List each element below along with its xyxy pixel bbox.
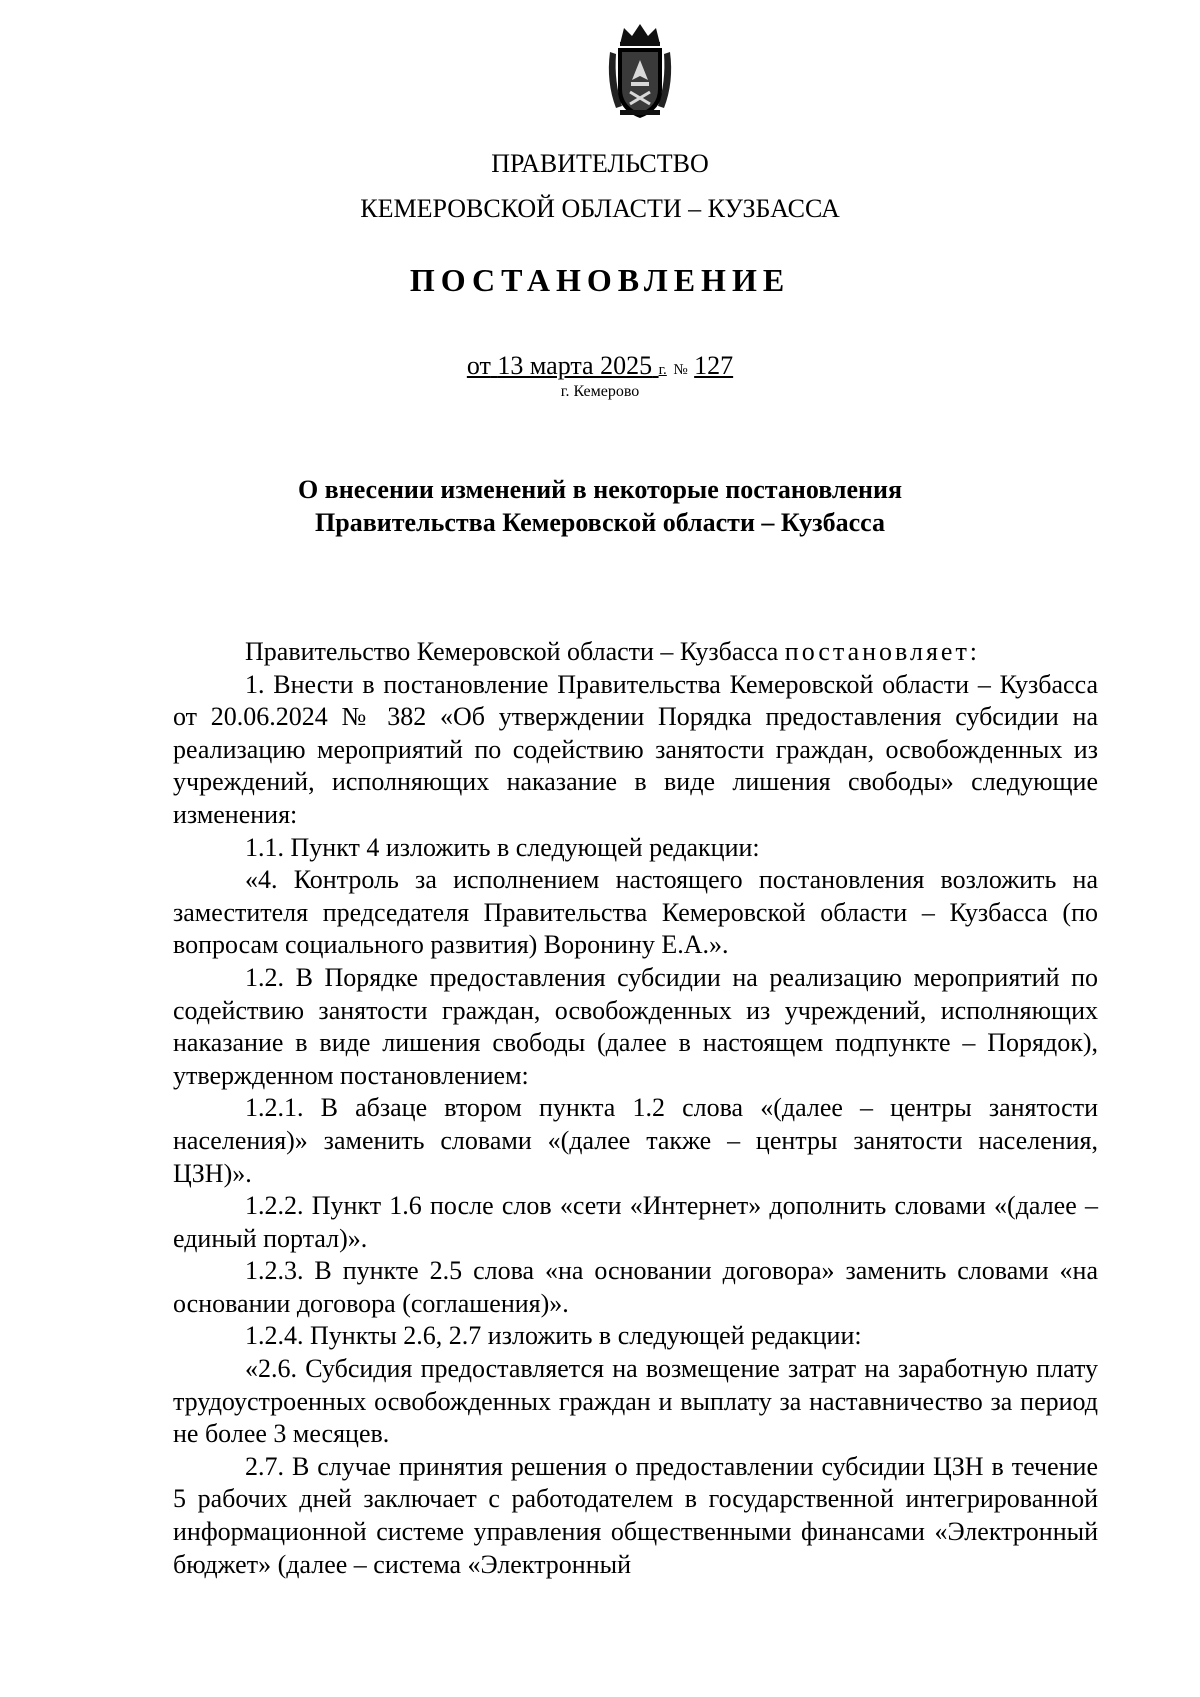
paragraph-2-6: «2.6. Субсидия предоставляется на возмещение затрат на заработную плату трудоустроенных освобожденных граждан и выплату за наставничество за период не более 3 месяцев. [173,1354,1098,1449]
paragraph-1-2-2: 1.2.2. Пункт 1.6 после слов «сети «Интернет» дополнить словами «(далее – единый портал)». [173,1191,1098,1253]
title-line2: Правительства Кемеровской области – Кузбасса [315,508,885,537]
paragraph-1-2-3: 1.2.3. В пункте 2.5 слова «на основании договора» заменить словами «на основании договора (соглашения)». [173,1256,1098,1318]
paragraph-1: 1. Внести в постановление Правительства Кемеровской области – Кузбасса от 20.06.2024 № 382 «Об утверждении Порядка предоставления субсидии на реализацию мероприятий по содействию занятости граждан, освобожденных из учреждений, исполняющих наказание в виде лишения свободы» следующие изменения: [173,669,1098,829]
number-sign: № [673,362,688,378]
paragraph-1-2: 1.2. В Порядке предоставления субсидии на реализацию мероприятий по содействию занятости граждан, освобожденных из учреждений, исполняющих наказание в виде лишения свободы (далее в настоящем подпункте – Порядок), утвержденном постановлением: [173,962,1098,1090]
coat-of-arms-icon [606,22,674,122]
paragraph-1-2-4: 1.2.4. Пункты 2.6, 2.7 изложить в следующей редакции: [245,1321,862,1351]
paragraph-2-7: 2.7. В случае принятия решения о предоставлении субсидии ЦЗН в течение 5 рабочих дней заключает с работодателем в государственной интегрированной информационной системе управления общественными финансами «Электронный бюджет» (далее – система «Электронный [173,1451,1098,1579]
document-number: 127 [694,351,734,380]
org-name-line1: ПРАВИТЕЛЬСТВО [491,149,709,178]
document-title [0,473,1200,539]
preamble [173,636,1098,669]
document-body [173,636,1098,1581]
year-suffix: г. [658,362,667,378]
title-line1: О внесении изменений в некоторые постановления [297,475,903,504]
date-prefix: от [466,351,491,380]
document-date: 13 марта 2025 [497,351,653,380]
paragraph-1-2-1: 1.2.1. В абзаце втором пункта 1.2 слова «(далее – центры занятости населения)» заменить словами «(далее также – центры занятости населения, ЦЗН)». [173,1093,1098,1188]
paragraph-1-1-text: «4. Контроль за исполнением настоящего постановления возложить на заместителя председателя Правительства Кемеровской области – Кузбасса (по вопросам социального развития) Воронину Е.А.». [173,865,1098,960]
document-type: ПОСТАНОВЛЕНИЕ [409,262,791,298]
preamble-verb: постановляет: [784,637,981,666]
org-name-line2: КЕМЕРОВСКОЙ ОБЛАСТИ – КУЗБАССА [360,194,840,223]
paragraph-1-1: 1.1. Пункт 4 изложить в следующей редакции: [245,832,760,862]
city: г. Кемерово [560,383,640,400]
preamble-text: Правительство Кемеровской области – Кузбасса [245,637,785,666]
date-number-line [0,351,1200,385]
